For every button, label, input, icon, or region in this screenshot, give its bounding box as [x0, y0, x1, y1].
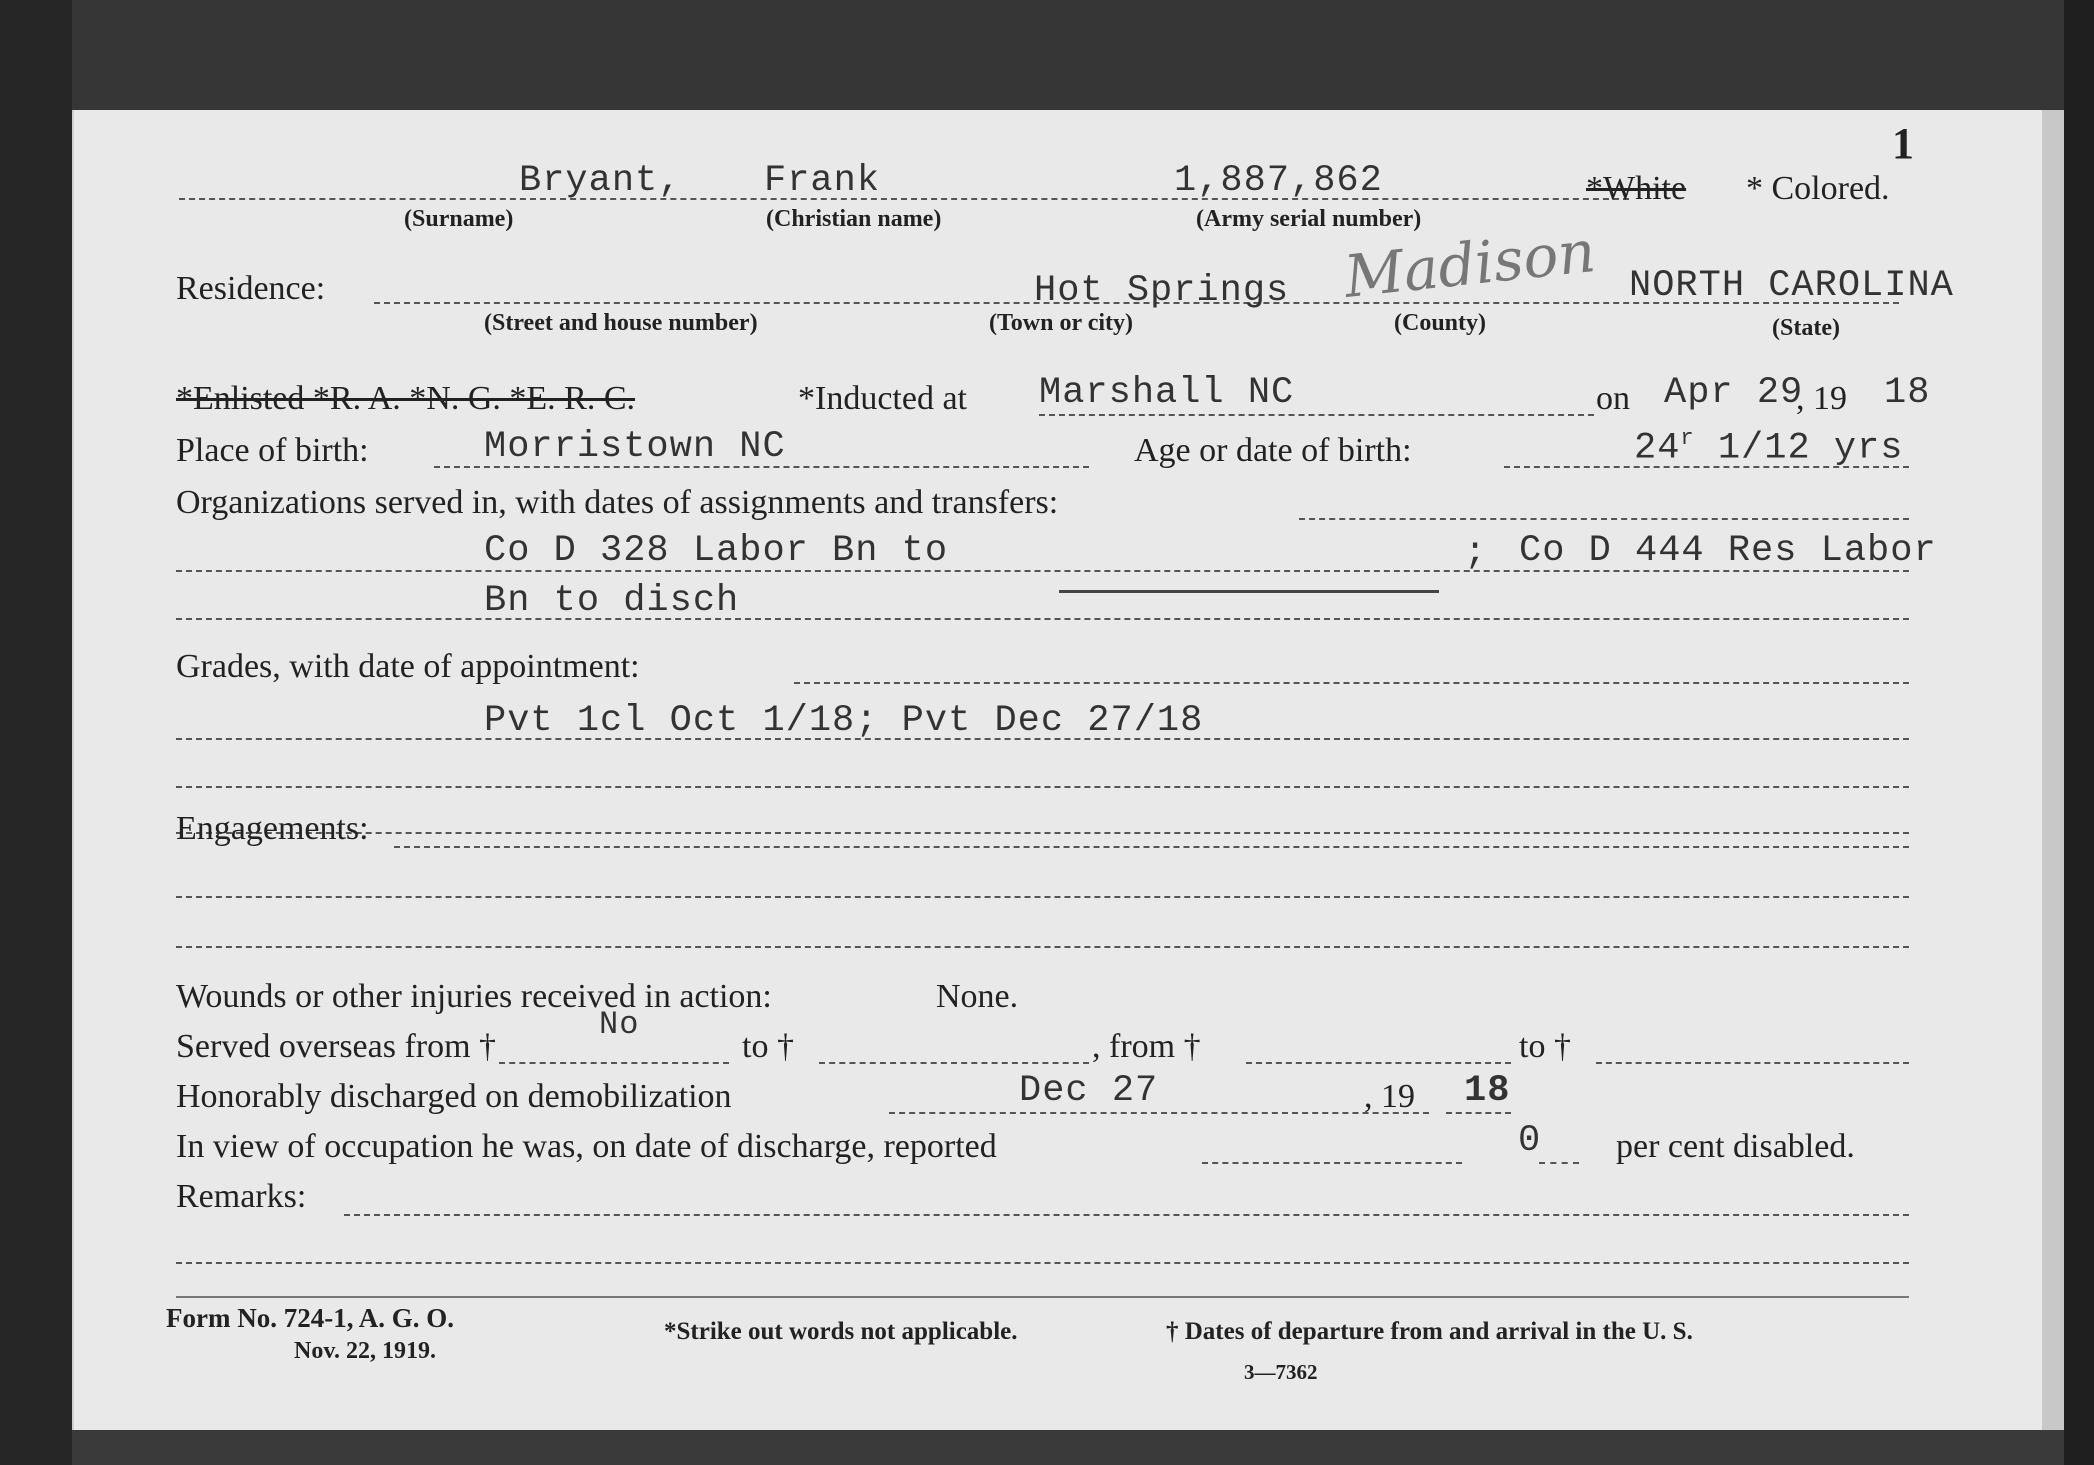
enlisted-struck-text: *Enlisted *R. A. *N. G. *E. R. C.: [176, 380, 636, 417]
name-line: [179, 198, 1629, 200]
county-handwritten: Madison: [1341, 217, 1599, 311]
caption-surname: (Surname): [404, 206, 514, 232]
grades-line-3: [176, 832, 1909, 834]
disability-label: In view of occupation he was, on date of discharge, reported: [176, 1128, 997, 1165]
on-label: on: [1596, 380, 1630, 417]
wounds-value: None.: [936, 978, 1019, 1015]
caption-state: (State): [1772, 315, 1840, 341]
age-value: [1634, 426, 1903, 469]
dates-note: † Dates of departure from and arrival in the U. S.: [1166, 1318, 1693, 1345]
surname-value: Bryant,: [519, 160, 682, 202]
overseas-to-label: to †: [742, 1028, 794, 1065]
organizations-line-2: [176, 618, 1909, 620]
org-line2: Bn to disch: [484, 580, 740, 622]
strike-note: *Strike out words not applicable.: [664, 1318, 1018, 1345]
overseas-from-label-2: , from †: [1092, 1028, 1201, 1065]
engagements-label: Engagements:: [176, 810, 369, 847]
christian-name-value: Frank: [764, 160, 881, 202]
wounds-label: Wounds or other injuries received in action:: [176, 978, 772, 1015]
overseas-value: No: [599, 1006, 640, 1043]
org-line1-b: Co D 444 Res Labor: [1519, 530, 1937, 572]
overseas-to-label-2: to †: [1519, 1028, 1571, 1065]
induction-year-value: 18: [1884, 372, 1931, 414]
inducted-place-value: Marshall NC: [1039, 372, 1295, 414]
scan-background-left: [0, 0, 72, 1465]
caption-christian: (Christian name): [766, 206, 942, 232]
disability-suffix: per cent disabled.: [1616, 1128, 1855, 1165]
disability-line: [1202, 1162, 1462, 1164]
service-record-card: [72, 110, 2042, 1430]
discharge-label: Honorably discharged on demobilization: [176, 1078, 732, 1115]
disability-value: 0: [1518, 1120, 1542, 1162]
discharge-date-value: Dec 27: [1019, 1070, 1159, 1112]
organizations-line-a: [1299, 518, 1909, 520]
engagements-line-2: [176, 896, 1909, 898]
grades-value: Pvt 1cl Oct 1/18; Pvt Dec 27/18: [484, 700, 1204, 742]
disability-line-2: [1539, 1162, 1579, 1164]
race-white-struck: [1586, 170, 1686, 208]
overseas-from-line: [499, 1062, 729, 1064]
age-fraction: 1/12 yrs: [1717, 427, 1904, 470]
scan-background-right: [2064, 0, 2094, 1465]
age-superscript: r: [1680, 426, 1695, 451]
discharge-year-line: [1446, 1112, 1511, 1114]
town-value: Hot Springs: [1034, 270, 1290, 312]
print-code: 3—7362: [1244, 1360, 1318, 1384]
age-label: Age or date of birth:: [1134, 432, 1412, 469]
induction-date-value: Apr 29: [1664, 372, 1804, 414]
org-line1-a: Co D 328 Labor Bn to: [484, 530, 949, 572]
card-edge-shadow: [2040, 110, 2064, 1430]
grades-line-2: [176, 786, 1909, 788]
engagements-line-1: [394, 846, 1909, 848]
scan-background-top: [0, 0, 2094, 110]
card-corner-number: 1: [1892, 119, 1914, 168]
discharge-line: [889, 1112, 1429, 1114]
caption-street: (Street and house number): [484, 310, 758, 336]
grades-label: Grades, with date of appointment:: [176, 648, 640, 685]
caption-serial: (Army serial number): [1196, 206, 1422, 232]
engagements-line-3: [176, 946, 1909, 948]
remarks-label: Remarks:: [176, 1178, 307, 1215]
overseas-from-line-2: [1246, 1062, 1511, 1064]
state-value: NORTH CAROLINA: [1629, 265, 1954, 307]
footer-rule: [176, 1296, 1909, 1298]
race-white-label: *White: [1586, 170, 1687, 207]
race-colored-label: * Colored.: [1746, 170, 1890, 207]
form-number: Form No. 724-1, A. G. O.: [166, 1303, 454, 1333]
form-date: Nov. 22, 1919.: [294, 1338, 437, 1364]
discharge-year-prefix: , 19: [1364, 1078, 1415, 1115]
remarks-line-2: [176, 1262, 1909, 1264]
organizations-label: Organizations served in, with dates of assignments and transfers:: [176, 484, 1059, 521]
residence-label: Residence:: [176, 270, 326, 307]
org-underline: [1059, 590, 1439, 593]
caption-town: (Town or city): [989, 310, 1133, 336]
birthplace-label: Place of birth:: [176, 432, 369, 469]
overseas-to-line: [819, 1062, 1089, 1064]
org-separator: ;: [1464, 532, 1488, 574]
age-years: 24: [1634, 427, 1681, 470]
overseas-to-line-2: [1596, 1062, 1909, 1064]
inducted-label: *Inducted at: [798, 380, 967, 417]
inducted-line: [1039, 414, 1594, 416]
grades-line-a: [794, 682, 1909, 684]
induction-year-prefix: , 19: [1796, 380, 1847, 417]
overseas-label: Served overseas from †: [176, 1028, 497, 1065]
birthplace-value: Morristown NC: [484, 426, 786, 468]
remarks-line-1: [344, 1214, 1909, 1216]
serial-number-value: 1,887,862: [1174, 160, 1383, 202]
caption-county: (County): [1394, 310, 1487, 336]
discharge-year-value: 18: [1464, 1070, 1511, 1112]
